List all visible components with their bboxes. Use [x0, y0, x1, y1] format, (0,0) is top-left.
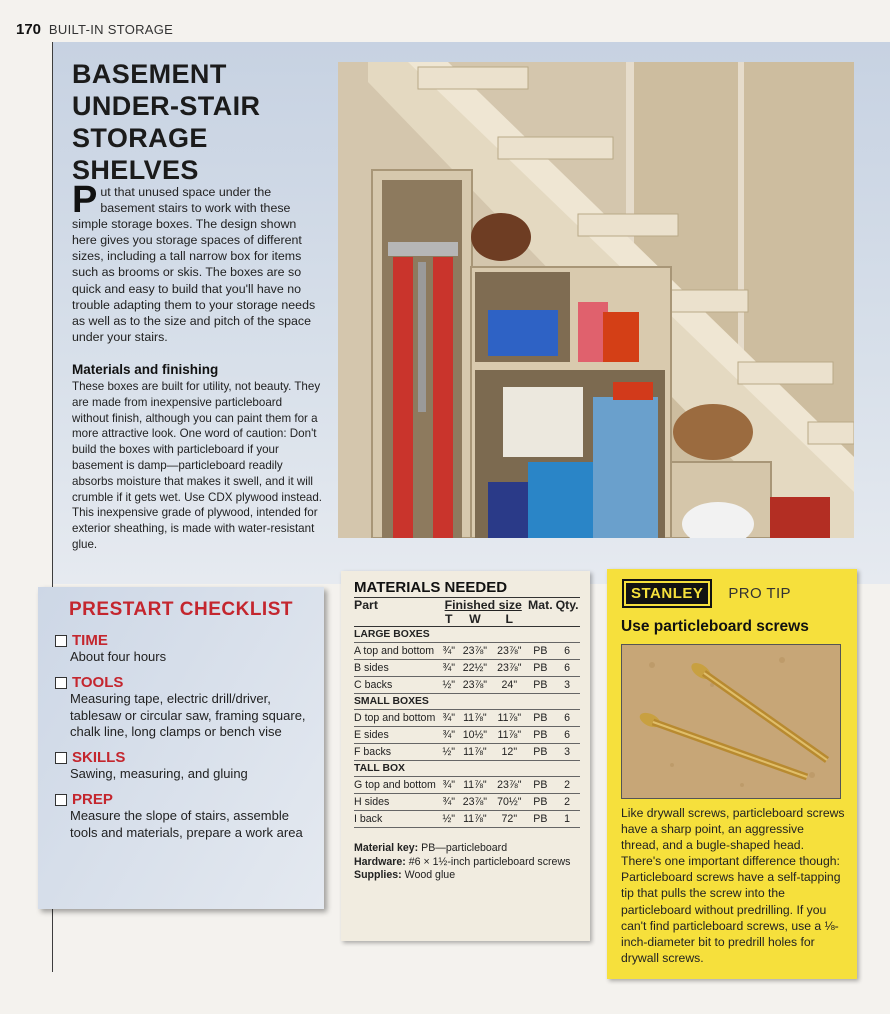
checklist-item-tools [55, 674, 310, 740]
pro-tip-title: Use particleboard screws [621, 618, 809, 635]
materials-rows [354, 627, 580, 828]
cell-qty: 3 [554, 744, 580, 761]
stanley-logo: STANLEY [624, 581, 710, 606]
cell-l: 23⅞" [492, 643, 526, 660]
group-row [354, 627, 580, 643]
table-row [354, 811, 580, 828]
cell-l: 11⅞" [492, 727, 526, 744]
cell-qty: 6 [554, 727, 580, 744]
cell-mat: PB [527, 727, 555, 744]
checklist-text: Sawing, measuring, and gluing [70, 766, 248, 782]
checklist-title: PRESTART CHECKLIST [69, 599, 293, 620]
col-l: L [505, 612, 514, 626]
group-name: TALL BOX [354, 761, 580, 777]
cell-w: 23⅞" [458, 643, 492, 660]
checkbox-icon[interactable] [55, 677, 67, 689]
checklist-label: TOOLS [72, 674, 124, 692]
cell-t: ¾" [440, 710, 458, 727]
cell-l: 24" [492, 677, 526, 694]
group-row [354, 694, 580, 710]
table-row [354, 710, 580, 727]
checklist-text: About four hours [70, 649, 167, 664]
running-header [16, 21, 173, 38]
prestart-checklist [38, 587, 324, 909]
photo-illustration [338, 62, 854, 538]
checklist-item-skills [55, 749, 310, 782]
checklist-label: SKILLS [72, 749, 126, 767]
hardware-note: Hardware: #6 × 1½-inch particleboard screws [354, 855, 571, 868]
cell-mat: PB [527, 660, 555, 677]
cell-qty: 3 [554, 677, 580, 694]
checklist-text: Measuring tape, electric drill/driver, tablesaw or circular saw, framing square, chalk line, long clamps or bench vise [70, 691, 306, 739]
cell-l: 23⅞" [492, 660, 526, 677]
cell-w: 11⅞" [458, 710, 492, 727]
cell-mat: PB [527, 794, 555, 811]
cell-w: 10½" [458, 727, 492, 744]
table-row [354, 727, 580, 744]
cell-part: A top and bottom [354, 643, 440, 660]
cell-part: H sides [354, 794, 440, 811]
cell-qty: 2 [554, 794, 580, 811]
cell-mat: PB [527, 677, 555, 694]
table-row [354, 777, 580, 794]
col-t: T [445, 612, 453, 626]
cell-part: D top and bottom [354, 710, 440, 727]
checklist-label: PREP [72, 791, 113, 809]
col-mat: Mat. [528, 598, 553, 612]
cell-mat: PB [527, 710, 555, 727]
cell-part: B sides [354, 660, 440, 677]
cell-t: ½" [440, 744, 458, 761]
cell-w: 23⅞" [458, 677, 492, 694]
checkbox-icon[interactable] [55, 635, 67, 647]
cell-w: 22½" [458, 660, 492, 677]
table-row [354, 677, 580, 694]
materials-table [354, 598, 580, 828]
materials-title: MATERIALS NEEDED [354, 579, 580, 598]
checklist-item-prep [55, 791, 310, 841]
pro-tip-label: PRO TIP [728, 585, 791, 602]
cell-qty: 6 [554, 643, 580, 660]
cell-part: G top and bottom [354, 777, 440, 794]
table-row [354, 744, 580, 761]
cell-qty: 2 [554, 777, 580, 794]
cell-part: E sides [354, 727, 440, 744]
cell-part: C backs [354, 677, 440, 694]
table-row [354, 643, 580, 660]
group-name: LARGE BOXES [354, 627, 580, 643]
col-qty: Qty. [555, 598, 579, 612]
cell-t: ¾" [440, 794, 458, 811]
checklist-item-time [55, 632, 310, 665]
table-row [354, 660, 580, 677]
materials-finishing-body: These boxes are built for utility, not beauty. They are made from inexpensive particleboard without finish, although you can paint them for a more attractive look. One word of caution: Don't build the boxes with particleboard if your basement is damp—particleboard readily absorbs moisture that makes it swell, and it will crumble if it gets wet. Use CDX plywood instead. This inexpensive grade of plywood, intended for exterior sheathing, is made with water-resistant glue. [72, 380, 323, 551]
cell-l: 72" [492, 811, 526, 828]
cell-t: ½" [440, 677, 458, 694]
col-w: W [469, 612, 481, 626]
cell-t: ¾" [440, 777, 458, 794]
section-name: BUILT-IN STORAGE [48, 22, 174, 37]
page-title: BASEMENT UNDER-STAIR STORAGE SHELVES [72, 59, 261, 185]
intro-paragraph [72, 179, 322, 345]
cell-t: ¾" [440, 660, 458, 677]
screws-illustration [622, 645, 841, 799]
cell-mat: PB [527, 643, 555, 660]
cell-w: 11⅞" [458, 811, 492, 828]
checkbox-icon[interactable] [55, 752, 67, 764]
under-stair-shelves-photo [338, 62, 854, 538]
cell-qty: 6 [554, 660, 580, 677]
supplies-note: Supplies: Wood glue [354, 869, 456, 882]
cell-l: 23⅞" [492, 777, 526, 794]
cell-mat: PB [527, 744, 555, 761]
pro-tip-body: Like drywall screws, particleboard screws have a sharp point, an aggressive thread, and a bugle-shaped head. There's one important difference though: Particleboard screws have a self-tapping tip that pulls the screw into the particleboard without predrilling. If you can't find particleboard screws, use a ⅛-inch-diameter bit to predrill holes for drywall screws. [621, 806, 845, 965]
intro-text: ut that unused space under the basement stairs to work with these simple storage boxes. The design shown here gives you storage spaces of different sizes, including a tall narrow box for items such as brooms or skis. The boxes are so quick and easy to build that you'll have no trouble adapting them to your storage needs as well as to the size and pitch of the space under your stairs. [72, 185, 316, 344]
col-part: Part [354, 598, 378, 612]
checklist-text: Measure the slope of stairs, assemble tools and materials, prepare a work area [70, 808, 303, 840]
table-row [354, 794, 580, 811]
cell-l: 11⅞" [492, 710, 526, 727]
cell-w: 11⅞" [458, 744, 492, 761]
group-name: SMALL BOXES [354, 694, 580, 710]
cell-t: ¾" [440, 643, 458, 660]
screws-photo [621, 644, 841, 799]
cell-mat: PB [527, 777, 555, 794]
drop-cap: P [72, 179, 98, 221]
materials-finishing-heading: Materials and finishing [72, 362, 219, 377]
cell-mat: PB [527, 811, 555, 828]
cell-t: ½" [440, 811, 458, 828]
cell-qty: 6 [554, 710, 580, 727]
cell-part: F backs [354, 744, 440, 761]
col-finished-size: Finished size [444, 598, 522, 612]
cell-l: 12" [492, 744, 526, 761]
cell-w: 23⅞" [458, 794, 492, 811]
pro-tip-box [607, 569, 857, 979]
cell-l: 70½" [492, 794, 526, 811]
group-row [354, 761, 580, 777]
materials-needed-box [341, 571, 590, 941]
cell-part: I back [354, 811, 440, 828]
page-number: 170 [16, 21, 42, 38]
checklist-label: TIME [72, 632, 108, 649]
checkbox-icon[interactable] [55, 794, 67, 806]
materials-notes [354, 842, 580, 883]
cell-qty: 1 [554, 811, 580, 828]
material-key-note: Material key: PB—particleboard [354, 842, 508, 854]
cell-t: ¾" [440, 727, 458, 744]
cell-w: 11⅞" [458, 777, 492, 794]
